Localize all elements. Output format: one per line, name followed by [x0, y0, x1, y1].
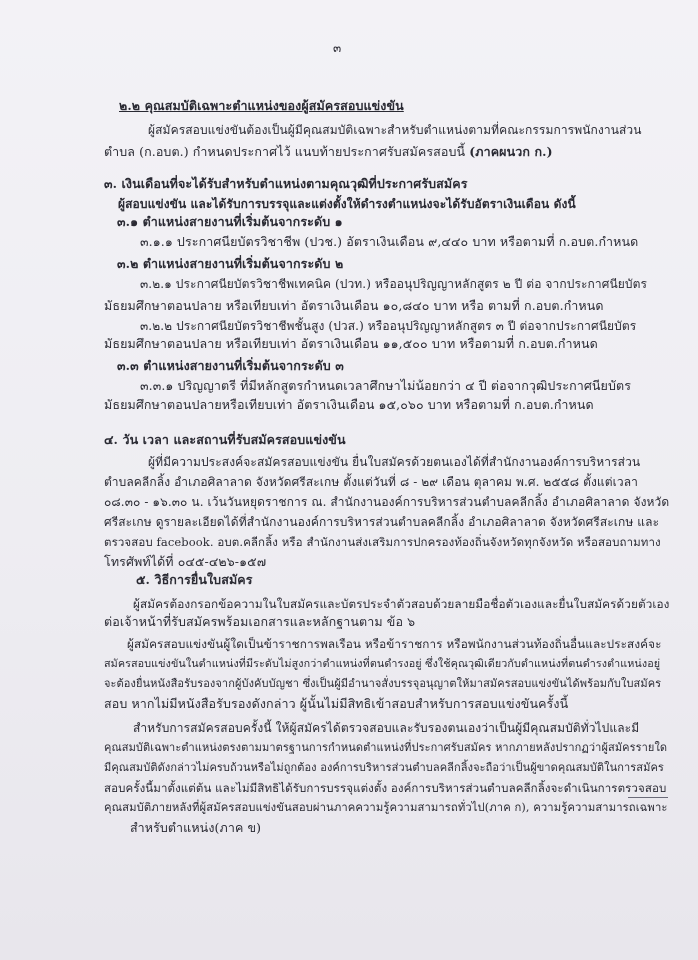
- section-5-paragraph: สำหรับการสมัครสอบครั้งนี้ ให้ผู้สมัครได้ตรวจสอบและรับรองตนเองว่าเป็นผู้มีคุณสมบัติทั่วไปและมี: [133, 721, 640, 735]
- section-5-paragraph: ผู้สมัครต้องกรอกข้อความในใบสมัครและบัตรประจำตัวสอบด้วยลายมือชื่อตัวเองและยื่นใบสมัครด้วยตัวเอง: [133, 597, 670, 611]
- section-3-1-heading: ๓.๑ ตำแหน่งสายงานที่เริ่มต้นจากระดับ ๑: [117, 214, 343, 229]
- section-3-3-heading: ๓.๓ ตำแหน่งสายงานที่เริ่มต้นจากระดับ ๓: [117, 358, 344, 373]
- margin-mark: [628, 797, 668, 798]
- section-5-paragraph: ผู้สมัครสอบแข่งขันผู้ใดเป็นข้าราชการพลเรือน หรือข้าราชการ หรือพนักงานส่วนท้องถิ่นอื่นและประสงค์จะ: [127, 637, 662, 651]
- section-5-paragraph: มีคุณสมบัติดังกล่าวไม่ครบถ้วนหรือไม่ถูกต้อง องค์การบริหารส่วนตำบลคลีกลิ้งจะถือว่าเป็นผู้ขาดคุณสมบัติในการสมัคร: [104, 761, 664, 774]
- section-3-2-heading: ๓.๒ ตำแหน่งสายงานที่เริ่มต้นจากระดับ ๒: [117, 256, 344, 271]
- section-2-2-heading: ๒.๒ คุณสมบัติเฉพาะตำแหน่งของผู้สมัครสอบแข่งขัน: [119, 98, 404, 113]
- section-3-subheading: ผู้สอบแข่งขัน และได้รับการบรรจุและแต่งตั้งให้ดำรงตำแหน่งจะได้รับอัตราเงินเดือน ดังนี้: [118, 197, 576, 211]
- section-4-line: ศรีสะเกษ ดูรายละเอียดได้ที่สำนักงานองค์การบริหารส่วนตำบลคลีกลิ้ง อำเภอศิลาลาด จังหวัดศรีสะเกษ และ: [104, 515, 660, 529]
- section-5-paragraph: ต่อเจ้าหน้าที่รับสมัครพร้อมเอกสารและหลักฐานตาม ข้อ ๖: [104, 614, 416, 629]
- section-3-2-1-item: ๓.๒.๑ ประกาศนียบัตรวิชาชีพเทคนิค (ปวท.) หรืออนุปริญญาหลักสูตร ๒ ปี ต่อ จากประกาศนียบัตร: [140, 277, 648, 291]
- section-5-paragraph: คุณสมบัติภายหลังที่ผู้สมัครสอบแข่งขันสอบผ่านภาคความรู้ความสามารถทั่วไป(ภาค ก), ความรู้ความสามารถเฉพาะ: [104, 801, 668, 814]
- section-5-paragraph: สอบครั้งนี้มาตั้งแต่ต้น และไม่มีสิทธิได้รับการบรรจุแต่งตั้ง องค์การบริหารส่วนตำบลคลีกลิ้งจะดำเนินการตรวจสอบ: [104, 781, 667, 795]
- section-3-1-1-item: ๓.๑.๑ ประกาศนียบัตรวิชาชีพ (ปวช.) อัตราเงินเดือน ๙,๔๔๐ บาท หรือตามที่ ก.อบต.กำหนด: [140, 234, 639, 249]
- page-number: ๓: [333, 41, 342, 55]
- section-3-2-2-item: มัธยมศึกษาตอนปลาย หรือเทียบเท่า อัตราเงินเดือน ๑๑,๕๐๐ บาท หรือตามที่ ก.อบต.กำหนด: [104, 336, 598, 351]
- section-4-line: ผู้ที่มีความประสงค์จะสมัครสอบแข่งขัน ยื่นใบสมัครด้วยตนเองได้ที่สำนักงานองค์การบริหารส่วน: [148, 455, 641, 469]
- section-3-2-1-item: มัธยมศึกษาตอนปลาย หรือเทียบเท่า อัตราเงินเดือน ๑๐,๘๔๐ บาท หรือ ตามที่ ก.อบต.กำหนด: [104, 298, 604, 313]
- section-3-3-1-item: มัธยมศึกษาตอนปลายหรือเทียบเท่า อัตราเงินเดือน ๑๕,๐๖๐ บาท หรือตามที่ ก.อบต.กำหนด: [104, 397, 594, 412]
- section-5-paragraph: สมัครสอบแข่งขันในตำแหน่งที่มีระดับไม่สูงกว่าตำแหน่งที่ตนดำรงอยู่ ซึ่งใช้คุณวุฒิเดียวกับตำแหน่งที่ตนดำรงตำแหน่งอยู่: [104, 657, 661, 670]
- section-4-line: ตรวจสอบ facebook. อบต.คลีกลิ้ง หรือ สำนักงานส่งเสริมการปกครองท้องถิ่นจังหวัดทุกจังหวัด หรือสอบถามทาง: [104, 535, 661, 549]
- section-3-3-1-item: ๓.๓.๑ ปริญญาตรี ที่มีหลักสูตรกำหนดเวลาศึกษาไม่น้อยกว่า ๔ ปี ต่อจากวุฒิประกาศนียบัตร: [140, 378, 632, 393]
- section-2-2-line: ผู้สมัครสอบแข่งขันต้องเป็นผู้มีคุณสมบัติเฉพาะสำหรับตำแหน่งตามที่คณะกรรมการพนักงานส่วน: [148, 123, 642, 137]
- section-3-2-2-item: ๓.๒.๒ ประกาศนียบัตรวิชาชีพชั้นสูง (ปวส.) หรืออนุปริญญาหลักสูตร ๓ ปี ต่อจากประกาศนียบัตร: [140, 319, 637, 333]
- section-4-line: โทรศัพท์ได้ที่ ๐๔๕-๔๒๖-๑๕๗: [104, 554, 267, 569]
- section-5-paragraph: สำหรับตำแหน่ง(ภาค ข): [130, 820, 262, 835]
- section-4-line: ๐๘.๓๐ - ๑๖.๓๐ น. เว้นวันหยุดราชการ ณ. สำนักงานองค์การบริหารส่วนตำบลคลีกลิ้ง อำเภอศิลาลาด จังหวัด: [104, 495, 670, 509]
- section-4-line: ตำบลคลีกลิ้ง อำเภอศิลาลาด จังหวัดศรีสะเกษ ตั้งแต่วันที่ ๘ - ๒๙ เดือน ตุลาคม พ.ศ. ๒๕๕๘ ตั้งแต่เวลา: [104, 475, 638, 489]
- section-3-heading: ๓. เงินเดือนที่จะได้รับสำหรับตำแหน่งตามคุณวุฒิที่ประกาศรับสมัคร: [104, 176, 468, 191]
- section-5-paragraph: จะต้องยื่นหนังสือรับรองจากผู้บังคับบัญชา ซึ่งเป็นผู้มีอำนาจสั่งบรรจุอนุญาตให้มาสมัครสอบแข่งขันได้พร้อมกับใบสมัคร: [104, 677, 662, 690]
- section-5-paragraph: คุณสมบัติเฉพาะตำแหน่งตรงตามมาตรฐานการกำหนดตำแหน่งที่ประกาศรับสมัคร หากภายหลังปรากฏว่าผู้สมัครรายใด: [104, 741, 668, 754]
- section-2-2-line: ตำบล (ก.อบต.) กำหนดประกาศไว้ แนบท้ายประกาศรับสมัครสอบนี้ (ภาคผนวก ก.): [104, 144, 553, 159]
- section-5-paragraph: สอบ หากไม่มีหนังสือรับรองดังกล่าว ผู้นั้นไม่มีสิทธิเข้าสอบสำหรับการสอบแข่งขันครั้งนี้: [104, 696, 569, 711]
- section-4-heading: ๔. วัน เวลา และสถานที่รับสมัครสอบแข่งขัน: [104, 432, 346, 447]
- section-5-heading: ๕. วิธีการยื่นใบสมัคร: [136, 572, 253, 587]
- annex-reference: (ภาคผนวก ก.): [469, 144, 553, 159]
